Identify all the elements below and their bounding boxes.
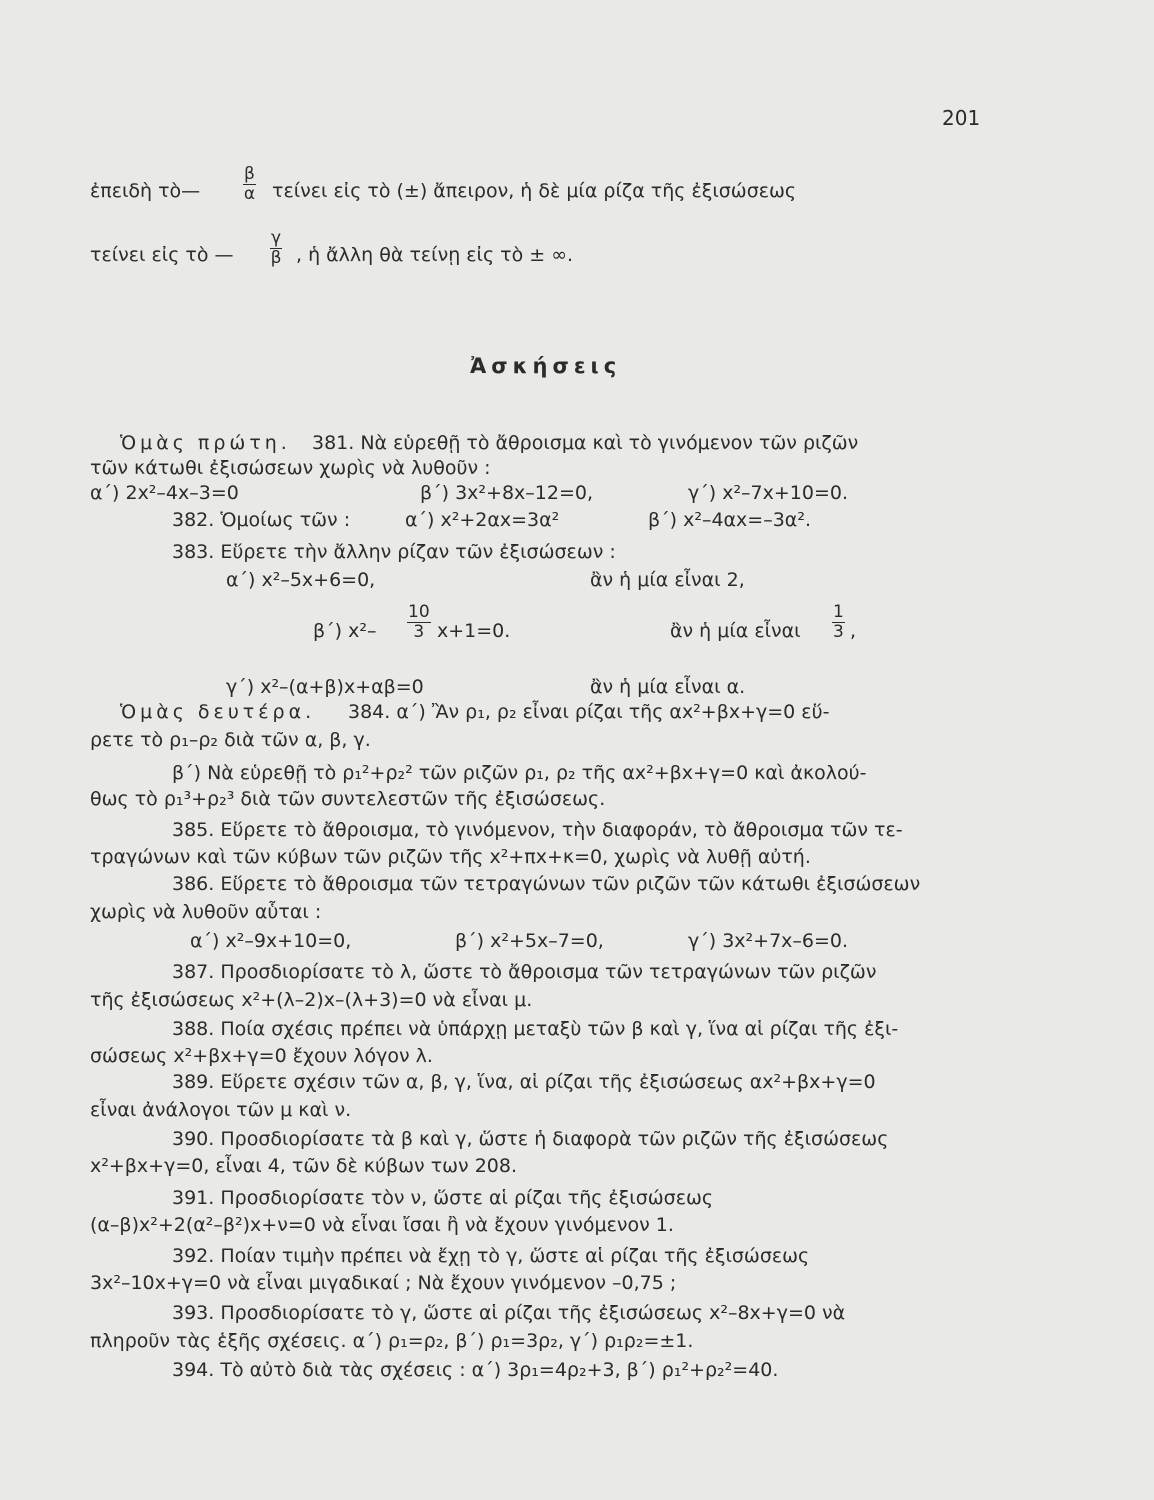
ex384-line-4: θως τὸ ρ₁³+ρ₂³ διὰ τῶν συντελεστῶν τῆς ἐξισώσεως. bbox=[90, 788, 606, 810]
fraction-numerator: β bbox=[244, 164, 255, 184]
ex390-line-2: x²+βx+γ=0, εἶναι 4, τῶν δὲ κύβων των 208. bbox=[90, 1155, 517, 1177]
intro-line-2-post: , ἡ ἄλλη θὰ τείνῃ εἰς τὸ ± ∞. bbox=[296, 244, 574, 266]
intro-line-1-pre: ἐπειδὴ τὸ— bbox=[90, 180, 201, 202]
ex386-a: α΄) x²–9x+10=0, bbox=[190, 930, 352, 952]
ex383-b-cond-fraction bbox=[832, 603, 845, 642]
intro-line-1-post: τείνει εἰς τὸ (±) ἄπειρον, ἡ δὲ μία ρίζα τῆς ἐξισώσεως bbox=[272, 180, 797, 202]
intro-line-2-pre: τείνει εἰς τὸ — bbox=[90, 244, 234, 266]
group-2-label: Ὁμὰς δευτέρα. bbox=[120, 701, 316, 723]
fraction-numerator: 10 bbox=[408, 602, 430, 622]
ex384-line-3: β΄) Νὰ εὑρεθῇ τὸ ρ₁²+ρ₂² τῶν ριζῶν ρ₁, ρ₂ τῆς αx²+βx+γ=0 καὶ ἀκολού- bbox=[172, 762, 867, 784]
ex381-line-2: τῶν κάτωθι ἐξισώσεων χωρὶς νὰ λυθοῦν : bbox=[90, 457, 491, 479]
ex383-b-condition: ἂν ἡ μία εἶναι bbox=[670, 620, 801, 642]
fraction-numerator: 1 bbox=[833, 602, 844, 622]
ex386-line-2: χωρὶς νὰ λυθοῦν αὗται : bbox=[90, 901, 322, 923]
ex381-a: α΄) 2x²–4x–3=0 bbox=[90, 482, 239, 504]
ex384-line-2: ρετε τὸ ρ₁–ρ₂ διὰ τῶν α, β, γ. bbox=[90, 729, 371, 751]
ex381-c: γ΄) x²–7x+10=0. bbox=[688, 482, 849, 504]
ex393-line-1: 393. Προσδιορίσατε τὸ γ, ὥστε αἱ ρίζαι τῆς ἐξισώσεως x²–8x+γ=0 νὰ bbox=[172, 1302, 846, 1324]
ex383-b-post: x+1=0. bbox=[437, 620, 511, 642]
ex393-line-2: πληροῦν τὰς ἑξῆς σχέσεις. α΄) ρ₁=ρ₂, β΄) ρ₁=3ρ₂, γ΄) ρ₁ρ₂=±1. bbox=[90, 1330, 694, 1352]
ex392-line-1: 392. Ποίαν τιμὴν πρέπει νὰ ἔχῃ τὸ γ, ὥστε αἱ ρίζαι τῆς ἐξισώσεως bbox=[172, 1245, 810, 1267]
fraction-denominator: 3 bbox=[833, 622, 844, 642]
fraction-denominator: β bbox=[270, 248, 282, 268]
ex386-b: β΄) x²+5x–7=0, bbox=[455, 930, 604, 952]
ex383-a-condition: ἂν ἡ μία εἶναι 2, bbox=[590, 569, 745, 591]
ex382-b: β΄) x²–4αx=–3α². bbox=[648, 509, 811, 531]
ex383-b-fraction bbox=[407, 603, 431, 642]
fraction-denominator: α bbox=[243, 184, 256, 204]
section-heading: Ἀσκήσεις bbox=[470, 354, 622, 378]
fraction-denominator: 3 bbox=[413, 622, 425, 642]
ex382-text: 382. Ὁμοίως τῶν : bbox=[172, 509, 351, 531]
ex386-line-1: 386. Εὕρετε τὸ ἄθροισμα τῶν τετραγώνων τῶν ριζῶν τῶν κάτωθι ἐξισώσεων bbox=[172, 873, 921, 895]
ex384-line-1: 384. α΄) Ἂν ρ₁, ρ₂ εἶναι ρίζαι τῆς αx²+βx+γ=0 εὕ- bbox=[348, 701, 830, 723]
ex383-a: α΄) x²–5x+6=0, bbox=[226, 569, 376, 591]
ex389-line-1: 389. Εὕρετε σχέσιν τῶν α, β, γ, ἵνα, αἱ ρίζαι τῆς ἐξισώσεως αx²+βx+γ=0 bbox=[172, 1071, 876, 1093]
group-1-label: Ὁμὰς πρώτη. bbox=[120, 432, 291, 454]
ex390-line-1: 390. Προσδιορίσατε τὰ β καὶ γ, ὥστε ἡ διαφορὰ τῶν ριζῶν τῆς ἐξισώσεως bbox=[172, 1128, 889, 1150]
ex388-line-2: σώσεως x²+βx+γ=0 ἔχουν λόγον λ. bbox=[90, 1045, 433, 1067]
ex391-line-2: (α–β)x²+2(α²–β²)x+ν=0 νὰ εἶναι ἴσαι ἢ νὰ ἔχουν γινόμενον 1. bbox=[90, 1214, 674, 1236]
ex391-line-1: 391. Προσδιορίσατε τὸν ν, ὥστε αἱ ρίζαι τῆς ἐξισώσεως bbox=[172, 1187, 714, 1209]
ex388-line-1: 388. Ποία σχέσις πρέπει νὰ ὑπάρχῃ μεταξὺ τῶν β καὶ γ, ἵνα αἱ ρίζαι τῆς ἐξι- bbox=[172, 1018, 899, 1040]
ex383-c-condition: ἂν ἡ μία εἶναι α. bbox=[590, 676, 746, 698]
fraction-numerator: γ bbox=[271, 228, 282, 248]
intro-fraction-1 bbox=[243, 165, 256, 204]
ex382-a: α΄) x²+2αx=3α² bbox=[405, 509, 560, 531]
ex383-c: γ΄) x²–(α+β)x+αβ=0 bbox=[226, 676, 424, 698]
intro-fraction-2 bbox=[270, 229, 282, 268]
ex386-c: γ΄) 3x²+7x–6=0. bbox=[688, 930, 849, 952]
ex383-b-cond-post: , bbox=[850, 620, 857, 642]
ex383-b-pre: β΄) x²– bbox=[313, 620, 377, 642]
ex387-line-1: 387. Προσδιορίσατε τὸ λ, ὥστε τὸ ἄθροισμα τῶν τετραγώνων τῶν ριζῶν bbox=[172, 961, 877, 983]
ex381-b: β΄) 3x²+8x–12=0, bbox=[420, 482, 594, 504]
ex385-line-2: τραγώνων καὶ τῶν κύβων τῶν ριζῶν τῆς x²+πx+κ=0, χωρὶς νὰ λυθῇ αὐτή. bbox=[90, 846, 811, 868]
ex389-line-2: εἶναι ἀνάλογοι τῶν μ καὶ ν. bbox=[90, 1099, 352, 1121]
ex381-line-1: 381. Νὰ εὑρεθῇ τὸ ἄθροισμα καὶ τὸ γινόμενον τῶν ριζῶν bbox=[312, 432, 859, 454]
ex392-line-2: 3x²–10x+γ=0 νὰ εἶναι μιγαδικαί ; Νὰ ἔχουν γινόμενον –0,75 ; bbox=[90, 1272, 677, 1294]
ex385-line-1: 385. Εὕρετε τὸ ἄθροισμα, τὸ γινόμενον, τὴν διαφοράν, τὸ ἄθροισμα τῶν τε- bbox=[172, 819, 903, 841]
ex383-text: 383. Εὕρετε τὴν ἄλλην ρίζαν τῶν ἐξισώσεων : bbox=[172, 541, 616, 563]
page-number: 201 bbox=[942, 106, 981, 130]
ex387-line-2: τῆς ἐξισώσεως x²+(λ–2)x–(λ+3)=0 νὰ εἶναι μ. bbox=[90, 989, 533, 1011]
ex394-line-1: 394. Τὸ αὐτὸ διὰ τὰς σχέσεις : α΄) 3ρ₁=4ρ₂+3, β΄) ρ₁²+ρ₂²=40. bbox=[172, 1359, 779, 1381]
